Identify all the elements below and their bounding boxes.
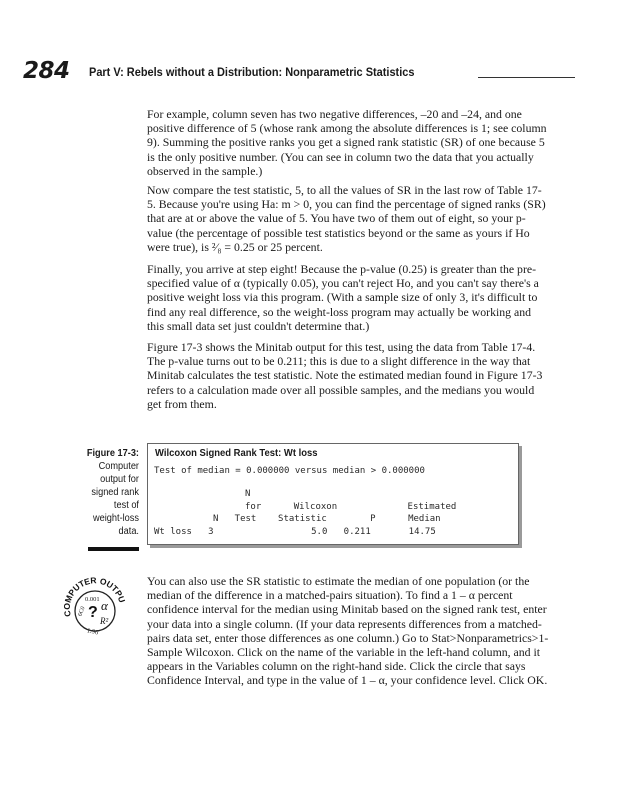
paragraph-4: Figure 17-3 shows the Minitab output for this test, using the data from Table 17-4. The p-value turns out to be 0.211; this is due to a slight difference in the way that Minitab calculates the test statistic. Note the estimated median found in Figure 17-3 refers to a calculation made over all possible samples, and the medians you would get from them.	[147, 340, 543, 411]
minitab-data-row: Wt loss 3 5.0 0.211 14.75	[154, 527, 436, 537]
icon-alpha: α	[101, 598, 108, 613]
icon-r-squared: R²	[100, 616, 109, 626]
page-number: 284	[23, 58, 70, 84]
computer-output-icon	[62, 575, 128, 641]
minitab-header-row-3: N Test Statistic P Median	[213, 514, 441, 524]
figure-label: Figure 17-3:	[86, 448, 139, 459]
minitab-test-line: Test of median = 0.000000 versus median > 0.000000	[154, 466, 425, 476]
minitab-header-row-2: for Wilcoxon Estimated	[245, 502, 457, 512]
figure-caption-rule	[88, 547, 139, 551]
paragraph-2: Now compare the test statistic, 5, to all the values of SR in the last row of Table 17-5. Because you're using Ha: m > 0, you can find the percentage of signed ranks (SR) that are at or above the value of 5. You have two of them out of eight, so your p-value (the percentage of possible test statistics beyond or the same as yours if Ho were true), is ²⁄₈ = 0.25 or 25 percent.	[147, 183, 546, 254]
figure-caption	[87, 447, 139, 538]
icon-left-label: 6C0	[77, 605, 87, 618]
minitab-title: Wilcoxon Signed Rank Test: Wt loss	[155, 447, 318, 459]
minitab-header-row-1: N	[245, 489, 251, 499]
minitab-output-window	[147, 443, 519, 545]
paragraph-1: For example, column seven has two negative differences, –20 and –24, and one positive difference of 5 (whose rank among the absolute differences is 1; see column 9). Summing the positive ranks you get a signed rank statistic (SR) of one because 5 is the only positive number. (You can see in column two the data that you actually observed in the sample.)	[147, 107, 547, 178]
paragraph-3: Finally, you arrive at step eight! Because the p-value (0.25) is greater than the pre-specified value of α (typically 0.05), you can't reject Ho, and you can't say there's a positive weight loss via this program. (With a sample size of only 3, it's difficult to find any real difference, so the weight-loss program may actually be working and this small data set just couldn't determine that.)	[147, 262, 539, 333]
paragraph-5: You can also use the SR statistic to estimate the median of one population (or the median of the difference in a matched-pairs situation). To find a 1 – α percent confidence interval for the median using Minitab based on the signed rank test, enter your data into a single column. (If your data represents differences from a matched-pairs data set, enter those differences as one column.) Go to Stat>Nonparametrics>1-Sample Wilcoxon. Click on the name of the variable in the left-hand column, and it appears in the Variables column on the right-hand side. Click the circle that says Confidence Interval, and type in the value of 1 – α, your confidence level. Click OK.	[147, 574, 549, 688]
running-head: Part V: Rebels without a Distribution: Nonparametric Statistics	[89, 65, 415, 79]
icon-inner-top: 0.001	[85, 596, 100, 603]
icon-question-mark: ?	[88, 604, 98, 621]
icon-bottom-label: 1.96	[86, 627, 99, 637]
icon-ring-text: COMPUTER OUTPU	[62, 575, 128, 618]
figure-caption-text: Computer output for signed rank test of weight-loss data.	[91, 461, 139, 537]
page-header	[23, 58, 553, 88]
header-rule	[478, 77, 575, 78]
